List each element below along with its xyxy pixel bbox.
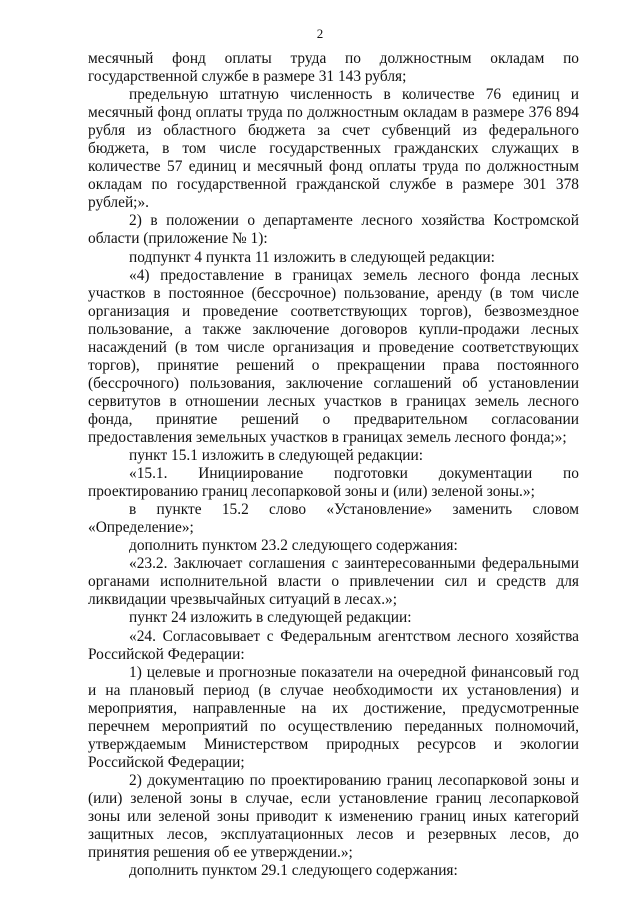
paragraph-subitem-4-text: «4) предоставление в границах земель лесного фонда лесных участков в постоянное (бессрочное) пользование, аренду (в том числе организация и проведение соответствующих торгов), безвозмездное пользование, а также заключение договоров купли-продажи лесных насаждений (в том числе организация и проведение соответствующих торгов), принятие решений о прекращении права постоянного (бессрочного) пользования, заключение соглашений об установлении сервитутов в отношении лесных участков в границах земель лесного фонда, принятие решений о предварительном согласовании предоставления земельных участков в границах земель лесного фонда;»; (88, 266, 579, 446)
paragraph-item-23-2-text: «23.2. Заключает соглашения с заинтересованными федеральными органами исполнительной власти о привлечении сил и средств для ликвидации чрезвычайных ситуаций в лесах.»; (88, 555, 579, 609)
paragraph-item-24-intro: пункт 24 изложить в следующей редакции: (129, 609, 412, 627)
page-number: 2 (316, 26, 324, 41)
paragraph-item-23-2-intro: дополнить пунктом 23.2 следующего содержания: (129, 537, 458, 555)
paragraph-item-15-1-text: «15.1. Инициирование подготовки документации по проектированию границ лесопарковой зоны и (или) зеленой зоны.»; (88, 465, 579, 501)
paragraph-forestry-department-regulation: 2) в положении о департаменте лесного хозяйства Костромской области (приложение № 1): (88, 212, 579, 248)
paragraph-staff-limit: предельную штатную численность в количестве 76 единиц и месячный фонд оплаты труда по должностным окладам в размере 376 894 рубля из областного бюджета за счет субвенций из федерального бюджета, в том числе государственных гражданских служащих в количестве 57 единиц и месячный фонд оплаты труда по должностным окладам по государственной гражданской службе в размере 301 378 рублей;». (88, 86, 579, 212)
paragraph-item-24-text: «24. Согласовывает с Федеральным агентством лесного хозяйства Российской Федерации: (88, 627, 579, 663)
paragraph-item-24-subitem-1: 1) целевые и прогнозные показатели на очередной финансовый год и на плановый период (в случае необходимости их установления) и мероприятия, направленные на их достижение, предусмотренные перечнем мероприятий по осуществлению переданных полномочий, утверждаемым Министерством природных ресурсов и экологии Российской Федерации; (88, 663, 579, 771)
paragraph-salary-fund-continued: месячный фонд оплаты труда по должностным окладам по государственной службе в размере 31 143 рубля; (88, 50, 579, 86)
paragraph-item-29-1-intro: дополнить пунктом 29.1 следующего содержания: (129, 862, 458, 880)
paragraph-item-24-subitem-2: 2) документацию по проектированию границ лесопарковой зоны и (или) зеленой зоны в случае, если установление границ лесопарковой зоны или зеленой зоны приводит к изменению границ иных категорий защитных лесов, эксплуатационных лесов и резервных лесов, до принятия решения об ее утверждении.»; (88, 771, 579, 862)
paragraph-item-15-1-intro: пункт 15.1 изложить в следующей редакции: (129, 447, 424, 465)
document-body (88, 50, 579, 880)
paragraph-item-15-2: в пункте 15.2 слово «Установление» заменить словом «Определение»; (88, 501, 579, 537)
paragraph-subitem-4-intro: подпункт 4 пункта 11 изложить в следующей редакции: (129, 248, 495, 266)
